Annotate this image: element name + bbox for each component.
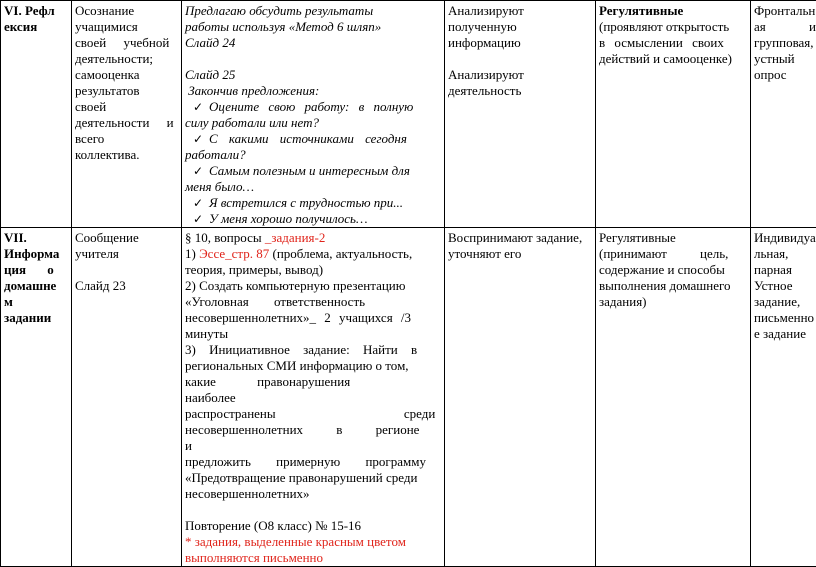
text-line: полученную bbox=[448, 19, 592, 35]
spacer bbox=[185, 502, 441, 518]
text-line: деятельности; bbox=[75, 51, 178, 67]
uud-cell bbox=[596, 228, 751, 567]
list-item: ✓ Я встретился с трудностью при... bbox=[185, 195, 441, 211]
text-line: деятельности и bbox=[75, 115, 178, 131]
text-line: несовершеннолетних в регионе и bbox=[185, 422, 441, 454]
stage-title: VI. Рефл bbox=[4, 3, 68, 19]
list-item: ✓ У меня хорошо получилось… bbox=[185, 211, 441, 227]
list-item: ✓ Оцените свою работу: в полную bbox=[185, 99, 441, 115]
text-line: теория, примеры, вывод) bbox=[185, 262, 441, 278]
slide-ref: Слайд 23 bbox=[75, 278, 178, 294]
text-line: Анализируют bbox=[448, 67, 592, 83]
text-line: учащимися bbox=[75, 19, 178, 35]
checkmark-icon: ✓ bbox=[185, 163, 209, 179]
text-line: минуты bbox=[185, 326, 441, 342]
text-line: Воспринимают задание, bbox=[448, 230, 592, 246]
text-line: учителя bbox=[75, 246, 178, 262]
stage-title: VII. bbox=[4, 230, 68, 246]
checkmark-icon: ✓ bbox=[185, 195, 209, 211]
text-line: (принимают цель, bbox=[599, 246, 747, 262]
list-item: ✓ С какими источниками сегодня bbox=[185, 131, 441, 147]
text-line: ая и bbox=[754, 19, 816, 35]
stage-title: задании bbox=[4, 310, 68, 326]
text-line: е задание bbox=[754, 326, 816, 342]
text-line: Фронтальн bbox=[754, 3, 816, 19]
text-line: своей bbox=[75, 99, 178, 115]
stage-title: ция о bbox=[4, 262, 68, 278]
text-line: информацию bbox=[448, 35, 592, 51]
text-line: § 10, вопросы _задания-2 bbox=[185, 230, 441, 246]
text-line: Индивидуа bbox=[754, 230, 816, 246]
uud-cell bbox=[596, 1, 751, 228]
table-row bbox=[1, 1, 816, 228]
goal-cell bbox=[72, 228, 182, 567]
stage-cell bbox=[1, 1, 72, 228]
teacher-activity-cell bbox=[182, 1, 445, 228]
text-line: 1) Эссе_стр. 87 (проблема, актуальность, bbox=[185, 246, 441, 262]
text-line: действий и самооценке) bbox=[599, 51, 747, 67]
text-line: предложить примерную программу bbox=[185, 454, 441, 470]
text-line: результатов bbox=[75, 83, 178, 99]
text-line: несовершеннолетних» bbox=[185, 486, 441, 502]
goal-cell bbox=[72, 1, 182, 228]
uud-title: Регулятивные bbox=[599, 230, 747, 246]
text-line: Осознание bbox=[75, 3, 178, 19]
text-line: Устное bbox=[754, 278, 816, 294]
text-line: устный bbox=[754, 51, 816, 67]
list-item: ✓ Самым полезным и интересным для bbox=[185, 163, 441, 179]
text-line: Предлагаю обсудить результаты bbox=[185, 3, 441, 19]
text-line: «Уголовная ответственность bbox=[185, 294, 441, 310]
checkmark-icon: ✓ bbox=[185, 131, 209, 147]
slide-ref: Слайд 24 bbox=[185, 35, 441, 51]
text-line: несовершеннолетних»_ 2 учащихся /3 bbox=[185, 310, 441, 326]
red-highlight: Эссе_стр. 87 bbox=[199, 246, 269, 261]
text-line: всего bbox=[75, 131, 178, 147]
spacer bbox=[448, 51, 592, 67]
checklist bbox=[185, 99, 441, 227]
form-cell bbox=[751, 1, 816, 228]
uud-title: Регулятивные bbox=[599, 3, 747, 19]
text-line: выполнения домашнего bbox=[599, 278, 747, 294]
text-line: самооценка bbox=[75, 67, 178, 83]
checkmark-icon: ✓ bbox=[185, 99, 209, 115]
text-line: письменно bbox=[754, 310, 816, 326]
text-line: коллектива. bbox=[75, 147, 178, 163]
list-item-cont: работали? bbox=[185, 147, 441, 163]
text-line: задания) bbox=[599, 294, 747, 310]
red-highlight: _задания-2 bbox=[265, 230, 326, 245]
text-line: льная, bbox=[754, 246, 816, 262]
text-line: 2) Создать компьютерную презентацию bbox=[185, 278, 441, 294]
text-line: Сообщение bbox=[75, 230, 178, 246]
text-line: деятельность bbox=[448, 83, 592, 99]
form-cell bbox=[751, 228, 816, 567]
student-activity-cell bbox=[445, 228, 596, 567]
text-line: распространены среди bbox=[185, 406, 441, 422]
stage-title: домашне bbox=[4, 278, 68, 294]
student-activity-cell bbox=[445, 1, 596, 228]
text-line: какие правонарушения наиболее bbox=[185, 374, 441, 406]
text-line: Анализируют bbox=[448, 3, 592, 19]
stage-title: Информа bbox=[4, 246, 68, 262]
checkmark-icon: ✓ bbox=[185, 211, 209, 227]
text-line: задание, bbox=[754, 294, 816, 310]
text-line: парная bbox=[754, 262, 816, 278]
text-line: Повторение (О8 класс) № 15-16 bbox=[185, 518, 441, 534]
text-line: содержание и способы bbox=[599, 262, 747, 278]
slide-ref: Слайд 25 bbox=[185, 67, 441, 83]
red-note: * задания, выделенные красным цветом bbox=[185, 534, 441, 550]
stage-title: м bbox=[4, 294, 68, 310]
list-item-cont: силу работали или нет? bbox=[185, 115, 441, 131]
text-line: опрос bbox=[754, 67, 816, 83]
text-line: 3) Инициативное задание: Найти в bbox=[185, 342, 441, 358]
red-note: выполняются письменно bbox=[185, 550, 441, 566]
text-line: уточняют его bbox=[448, 246, 592, 262]
text-line: групповая, bbox=[754, 35, 816, 51]
spacer bbox=[185, 51, 441, 67]
text-line: в осмыслении своих bbox=[599, 35, 747, 51]
teacher-activity-cell bbox=[182, 228, 445, 567]
stage-cell bbox=[1, 228, 72, 567]
text-line: «Предотвращение правонарушений среди bbox=[185, 470, 441, 486]
text-line: (проявляют открытость bbox=[599, 19, 747, 35]
spacer bbox=[75, 262, 178, 278]
stage-title: ексия bbox=[4, 19, 68, 35]
text-line: своей учебной bbox=[75, 35, 178, 51]
table-row bbox=[1, 228, 816, 567]
text-line: региональных СМИ информацию о том, bbox=[185, 358, 441, 374]
text-line: работы используя «Метод 6 шляп» bbox=[185, 19, 441, 35]
list-item-cont: меня было… bbox=[185, 179, 441, 195]
text-line: Закончив предложения: bbox=[185, 83, 441, 99]
